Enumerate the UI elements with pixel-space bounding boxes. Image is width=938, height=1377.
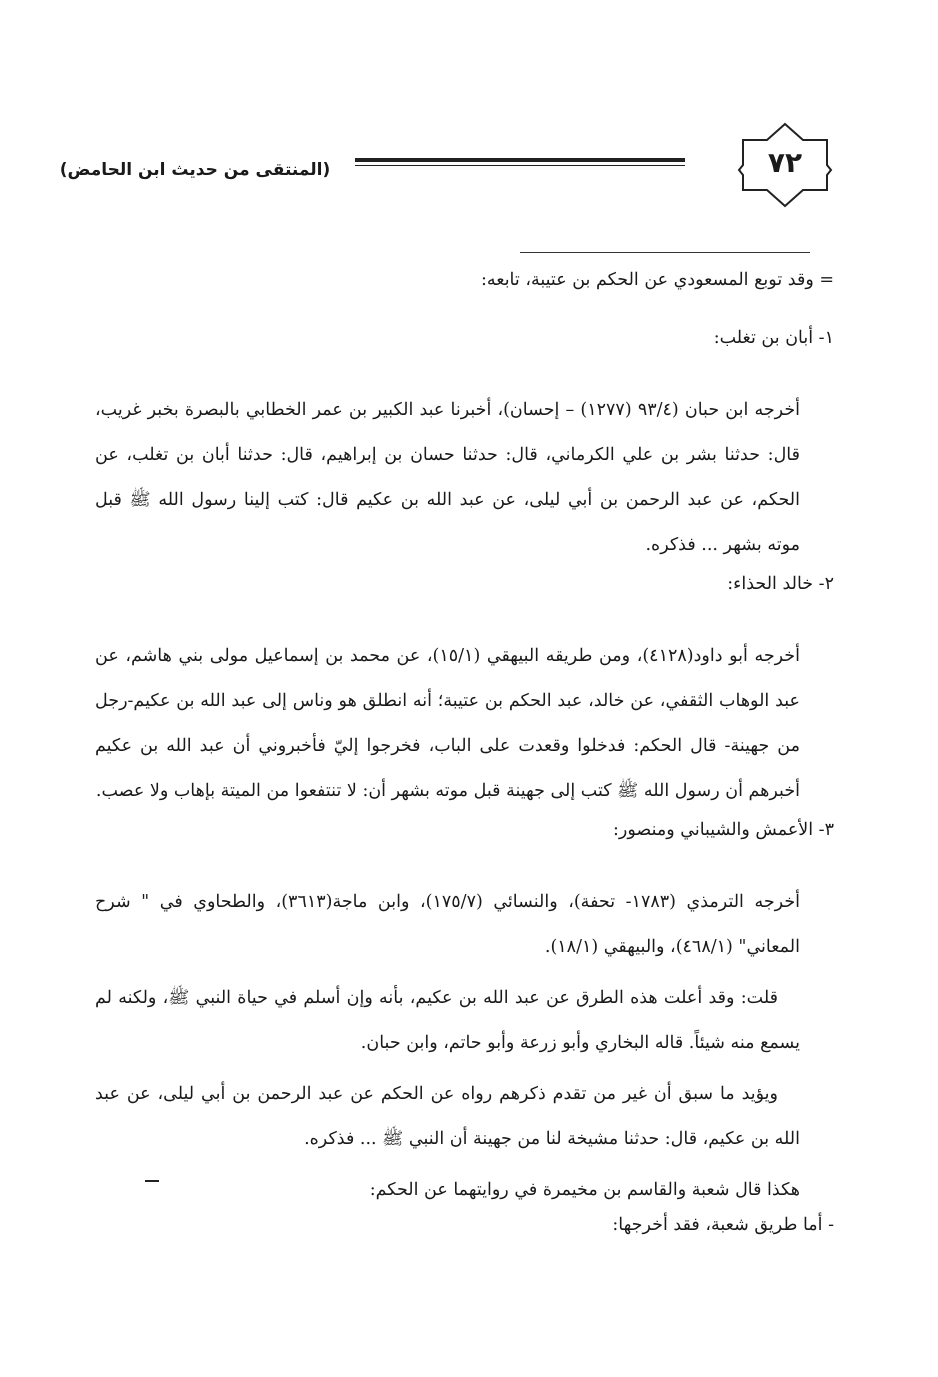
page-number-badge: [735, 120, 835, 210]
header-rule-thin: [355, 165, 685, 166]
book-title: (المنتقى من حديث ابن الحامض): [59, 160, 331, 180]
note-paragraph-1: قلت: وقد أعلت هذه الطرق عن عبد الله بن عكيم، بأنه وإن أسلم في حياة النبي ﷺ، ولكنه لم يسمع منه شيئاً. قاله البخاري وأبو زرعة وأبو حاتم، وابن حبان.: [95, 987, 800, 1053]
page-mark: [145, 1180, 159, 1182]
section-heading-3: ٣- الأعمش والشيباني ومنصور:: [613, 819, 834, 840]
header-rule-thick: [355, 158, 685, 162]
section-heading-1: ١- أبان بن تغلب:: [713, 327, 834, 348]
top-rule: [520, 252, 810, 253]
page-body: [95, 268, 840, 1274]
note-paragraph-2: ويؤيد ما سبق أن غير من تقدم ذكرهم رواه عن الحكم عن عبد الرحمن بن أبي ليلى، عن عبد الله بن عكيم، قال: حدثنا مشيخة لنا من جهينة أن النبي ﷺ ... فذكره.: [95, 1083, 800, 1149]
section-text-2: أخرجه أبو داود(٤١٢٨)، ومن طريقه البيهقي (١٥/١)، عن محمد بن إسماعيل مولى بني هاشم، عن عبد الوهاب الثقفي، عن خالد، عبد الحكم بن عتيبة؛ أنه انطلق هو وناس إلى عبد الله بن عكيم-رجل من جهينة- قال الحكم: فدخلوا وقعدت على الباب، فخرجوا إليّ فأخبروني أن عبد الله بن عكيم أخبرهم أن رسول الله ﷺ كتب إلى جهينة قبل موته بشهر أن: لا تنتفعوا من الميتة بإهاب ولا عصب.: [95, 645, 800, 801]
section-text-1: أخرجه ابن حبان (٩٣/٤ (١٢٧٧) – إحسان)، أخبرنا عبد الكبير بن عمر الخطابي بالبصرة بخبر غريب، قال: حدثنا بشر بن علي الكرماني، قال: حدثنا حسان بن إبراهيم، قال: حدثنا أبان بن تغلب، عن الحكم، عن عبد الرحمن بن أبي ليلى، عن عبد الله بن عكيم قال: كتب إلينا رسول الله ﷺ قبل موته بشهر ... فذكره.: [95, 399, 801, 555]
last-line: - أما طريق شعبة، فقد أخرجها:: [612, 1214, 834, 1235]
section-text-3: أخرجه الترمذي (١٧٨٣- تحفة)، والنسائي (١٧٥/٧)، وابن ماجة(٣٦١٣)، والطحاوي في " شرح المعاني" (٤٦٨/١)، والبيهقي (١٨/١).: [95, 891, 800, 957]
section-heading-2: ٢- خالد الحذاء:: [727, 573, 834, 594]
shuba-line: هكذا قال شعبة والقاسم بن مخيمرة في روايتهما عن الحكم:: [369, 1179, 800, 1200]
page-number: ٧٢: [767, 146, 803, 179]
intro-line: = وقد توبع المسعودي عن الحكم بن عتيبة، تابعه:: [480, 270, 834, 290]
page-header: [50, 120, 850, 210]
